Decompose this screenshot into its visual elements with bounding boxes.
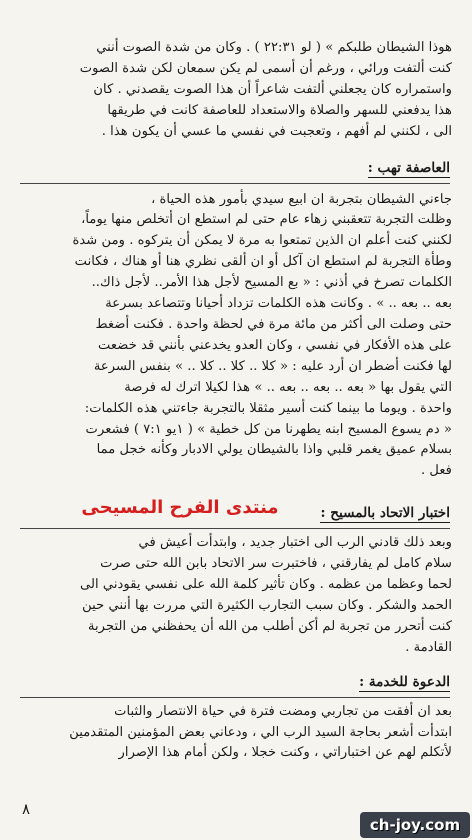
text-line: لأتكلم لهم عن اختباراتي ، وكنت خجلا ، ولكن أمام هذا الإصرار xyxy=(118,745,452,761)
section-heading xyxy=(14,157,452,179)
divider xyxy=(20,697,450,698)
text-line: كنت أتحرر من تجربة لم أكن أطلب من الله أن يحفظني من التجربة xyxy=(87,618,452,634)
section3-paragraph xyxy=(14,702,452,765)
text-line: وظلت التجربة تتعقبني زهاء عام حتى لم استطع ان أتخلص منها يوماً، xyxy=(81,212,452,228)
text-line: لكنني كنت أعلم ان الذين تمتعوا به مرة لا يمكن أن يتركوه . ومن شدة xyxy=(72,233,452,249)
text-line: وطأة التجربة لم استطع ان آكل أو ان ألقى نظري هنا أو هناك ، فكانت xyxy=(74,254,452,270)
text-line: بعد ان أفقت من تجاربي ومضت فترة في حياة الانتصار والثبات xyxy=(114,703,452,719)
text-line: هوذا الشيطان طلبكم » ( لو ٢٢:٣١ ) . وكان من شدة الصوت أنني xyxy=(96,40,452,55)
section2-paragraph xyxy=(14,533,452,658)
text-line: بعه .. بعه .. » . وكانت هذه الكلمات تزداد أحيانا وتتصاعد بسرعة xyxy=(105,296,452,312)
text-column xyxy=(14,0,452,764)
text-line: ابتدأت أشعر بحاجة السيد الرب الي ، ودعاني بعض المؤمنين المتقدمين xyxy=(69,724,452,740)
text-line: الى ، لكنني لم أفهم ، وتعجبت في نفسي ما عسي أن يكون هذا . xyxy=(101,123,452,139)
text-line: كنت ألتفت ورائي ، ورغم أن أسمى لم يكن سمعان لكن شدة الصوت xyxy=(79,60,452,76)
page-number: ٨ xyxy=(22,800,31,818)
text-line: القادمة . xyxy=(405,639,452,655)
text-line: وبعد ذلك قادني الرب الى اختبار جديد ، وابتدأت أعيش في xyxy=(138,535,452,551)
text-line: هذا يدفعني للسهر والصلاة والاستعداد للعاصفة كانت في طريقها xyxy=(107,102,452,118)
section-heading-text: العاصفة تهب : xyxy=(367,159,450,176)
text-line: لها فكنت أضطر ان أرد عليه : « كلا .. كلا .. كلا .. » بنفس السرعة xyxy=(93,358,452,374)
intro-paragraph xyxy=(14,0,452,143)
forum-stamp: منتدى الفرح المسيحى xyxy=(81,497,279,518)
text-line: لحما وعظما من عظمه . وكان تأثير كلمة الله على نفسي يقودني الى xyxy=(80,577,452,593)
text-line: « دم يسوع المسيح ابنه يطهرنا من كل خطية » ( ١يو ٧:١ ) فشعرت xyxy=(85,421,452,437)
text-line: التي يقول بها « بعه .. بعه .. بعه .. » هذا لكيلا اترك له فرصة xyxy=(124,379,452,395)
section-heading xyxy=(14,671,452,693)
site-watermark: ch-joy.com xyxy=(360,812,470,838)
divider xyxy=(20,528,450,529)
divider xyxy=(20,183,450,184)
text-line: واحدة . ويوما ما بينما كنت أسير مثقلا بالتجربة جاءتني هذه الكلمات: xyxy=(84,400,452,416)
text-line: على هذه الأفكار في نفسي ، وكان العدو يخدعني بأنني قد خضعت xyxy=(97,337,452,353)
section-heading-text: الدعوة للخدمة : xyxy=(359,673,450,690)
section-heading-text: اختبار الاتحاد بالمسيح : xyxy=(320,505,450,522)
text-line: جاءني الشيطان بتجربة ان ابيع سيدي بأمور هذه الحياة ، xyxy=(151,191,452,207)
text-line: واستمراره كان يجعلني ألتفت شاعراً أن هذا الصوت يقصدني . كان xyxy=(93,81,452,97)
text-line: الكلمات تصرخ في أذني : « بع المسيح لأجل هذا الأمر.. لأجل ذاك.. xyxy=(91,275,452,291)
text-line: الحمد والشكر . وكان سبب التجارب الكثيرة التي مررت بها أنني حين xyxy=(82,597,452,613)
text-line: بسلام عميق يغمر قلبي واذا بالشيطان يولي الادبار وكأنه خجل مما xyxy=(96,442,452,458)
text-line: سلام كامل لم يفارقني ، فاختبرت سر الاتحاد بابن الله حتى صرت xyxy=(100,556,452,572)
text-line: فعل . xyxy=(420,463,452,479)
section1-paragraph xyxy=(14,190,452,483)
text-line: حتى وصلت الى أكثر من مائة مرة في لحظة واحدة . فكنت أضغط xyxy=(95,316,452,332)
